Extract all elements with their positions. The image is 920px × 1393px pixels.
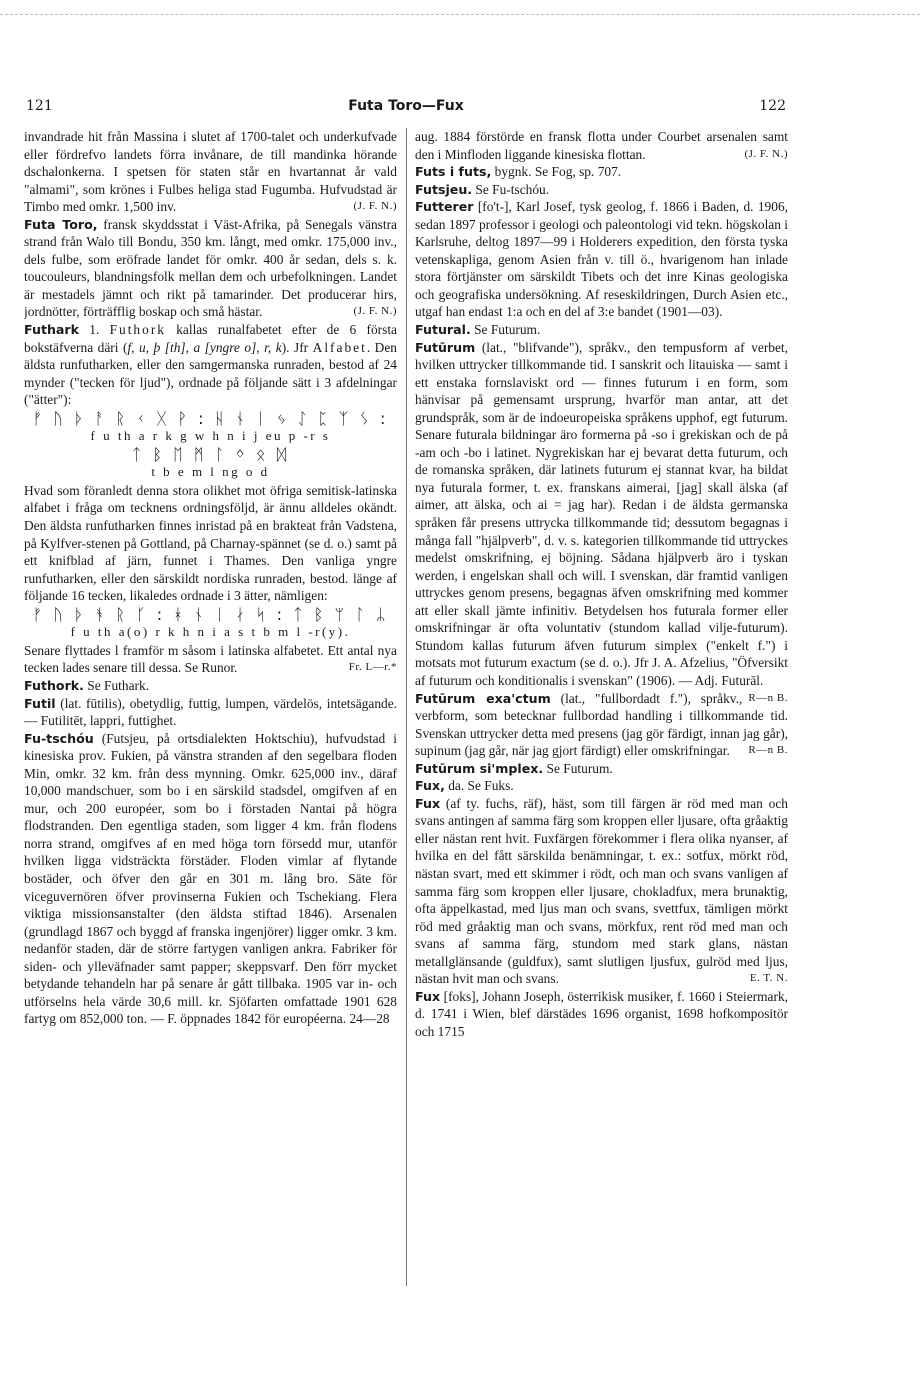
entry-futa-toro (24, 216, 397, 321)
entry-text: fransk skyddsstat i Väst-Afrika, på Senegals vänstra strand från Walo till Bondu, 350 km. långt, med omkr. 175,000 inv., dels fulbe, som eröfrade landet för omkr. 400 år sedan, dels s. k. toucouleurs, blandningsfolk mellan dem och urbefolkningen. Landet är mestadels jämnt och rikt på tamarinder. Det producerar hirs, jordnötter, förträfflig boskap och små hästar. (24, 216, 397, 320)
author-signature: R—n B. (748, 744, 788, 757)
rune-letters: f, u, þ [th], a [yngre o], r, k (127, 339, 282, 355)
headword: Futūrum si'mplex. (415, 760, 544, 776)
entry-text: Se Fu-tschóu. (472, 181, 550, 197)
rune-row-2: ᛏ ᛒ ᛖ ᛗ ᛚ ᛜ ᛟ ᛞ (131, 444, 290, 464)
headword: Futsjeu. (415, 181, 473, 197)
headword: Futūrum (415, 339, 476, 355)
author-signature: (J. F. N.) (353, 305, 397, 318)
entry-futs-i-futs (415, 163, 788, 181)
entry-futterer (415, 198, 788, 321)
entry-text: [foks], Johann Joseph, österrikisk musiker, f. 1660 i Steiermark, d. 1741 i Wien, blef därstädes 1696 organist, 1698 hofkompositör och 1715 (415, 988, 788, 1039)
entry-text: (Futsjeu, på ortsdialekten Hoktschiu), hufvudstad i kinesiska prov. Fukien, på vänstra stranden af den segelbara floden Min, omkr. 32 km. från dess mynning. Omkr. 625,000 inv., däraf 10,000 mandschuer, som bo i en särskild stadsdel, omgifven af en mur, och 200 européer, som bo i förstaden Nantai på högra flodstranden. Den egentliga staden, som ligger 4 km. från flodens norra strand, omgifves af en med höga torn försedd mur, utanför hvilken ligga vidsträckta förstäder. Floden vimlar af flytande bostäder, och öfver den går en 301 m. lång bro. Säte för viceguvernören öfver provinserna Fukien och Tschekiang. Flera viktiga missionsanstalter (den äldsta stiftad 1846). Arsenalen (grundlagd 1867 och byggd af franska ingenjörer) ligger omkr. 3 km. nedanför staden, där de större fartygen vanligen ankra. Fabriker för siden- och ylleväfnader samt papper; skeppsvarf. Den förr mycket betydande tehandeln har på senare år gått tillbaka. 1905 var in- och utförselns hela värde 30,6 mill. kr. Sjöfarten omfattade 1901 628 fartyg om 852,000 ton. — F. öppnades 1842 för européerna. 24—28 (24, 730, 397, 1027)
entry-text: kallas runalfabetet efter de 6 första bokstäfverna däri ( (24, 322, 397, 355)
entry-futural (415, 321, 788, 339)
entry-futurum-exactum (415, 690, 788, 760)
entry-futhark-continued (24, 482, 397, 605)
entry-futhark (24, 321, 397, 409)
entry-text: (lat., "blifvande"), språkv., den tempusform af verbet, hvilken uttrycker tillkommande tid. I sanskrit och litauiska — samt i ett enstaka fornslaviskt ord — finnes futurum i en form, som hänvisar på gemensamt ursprung, hvarför man antar, att det grundspråk, som är de indoeuropeiska språkens upphof, egt futurum. Senare futurala bildningar äro formerna på -so i grekiskan och de på -am och -bo i latinet. Nygrekiskan har ej bevarat detta futurum, och de romanska språken, där latinets futurum ej stannat kvar, ha bildat nya futurala former, t. ex. franskans aimerai, [jag] skall älska (af aimer, att älska, och ai = jag har). Redan i de äldsta germanska språken får presens uttrycka tillkommande tid; dessutom begagnas i många fall "hjälpverb", d. v. s. kategorien tillkommande tid uttryckes medelst omskrifning, ej böjning. Sådana hjälpverb äro i tyskan werden, i engelskan shall och will. I svenskan, där framtid vanligen uttryckes genom presens, begagnas äfven omskrifning med kommer att eller skall jämte infinitiv. Betydelsen hos futurala former eller omskrifningar är ofta voluntativ (stundom kallad vilje-futurum). Stundom kallas futurum äfven futurum simplex ("enkelt f.") i motsats mot futurum exactum (se d. o.). Jfr J. A. Afzelius, "Öfversikt af futurum och konditionalis i svenskan" (1906). — Adj. Futurāl. (415, 339, 788, 688)
headword: Fu-tschóu (24, 730, 94, 746)
cross-reference: Alfabet (312, 339, 367, 355)
headword: Futhark (24, 322, 80, 338)
entry-text: Se Futhark. (83, 677, 150, 693)
page-header (26, 98, 786, 118)
entry-text: Hvad som föranledt denna stora olikhet mot öfriga semitisk-latinska alfabet i fråga om tecknens ordningsföljd, är ännu alldeles okändt. Den äldsta runfutharken finnes inristad på en brakteat från Vadstena, på Kylfver-stenen på Gottland, på Charnay-spännet (se d. o.) samt på ett knifblad af järn, funnet i Thames. Den vanliga yngre runfutharken, eller den särskildt nordiska runraden, bestod. länge af följande 16 tecken, likaledes ordnade i 3 ätter, nämligen: (24, 482, 397, 604)
entry-text: 1. (79, 322, 110, 338)
headword: Futterer (415, 199, 474, 215)
cross-reference: Futhork (109, 322, 166, 338)
running-title: Futa Toro—Fux (348, 98, 464, 114)
author-signature: (J. F. N.) (353, 200, 397, 213)
headword: Fux, (415, 778, 445, 794)
headword: Fux (415, 988, 441, 1004)
headword: Futhork. (24, 677, 84, 693)
top-rule (0, 14, 920, 16)
entry-text: bygnk. Se Fog, sp. 707. (491, 164, 622, 180)
entry-futa-djallon-continued (24, 128, 397, 216)
entry-text: da. Se Fuks. (444, 778, 514, 794)
entry-text: Se Futurum. (543, 760, 613, 776)
transliteration-row-3: f u th a(o) r k h n i a s t b m l -r(y). (70, 624, 351, 640)
entry-fux-johann-joseph (415, 988, 788, 1041)
headword: Futa Toro, (24, 216, 98, 232)
headword: Futs i futs, (415, 164, 492, 180)
headword: Fux (415, 795, 441, 811)
headword: Futural. (415, 322, 471, 338)
headword: Futūrum exa'ctum (415, 690, 551, 706)
author-signature: Fr. L—r.* (348, 661, 397, 674)
page-number-right: 122 (759, 98, 786, 114)
entry-fu-tschou-continued (415, 128, 788, 163)
entry-futurum-simplex (415, 760, 788, 778)
entry-text: aug. 1884 förstörde en fransk flotta under Courbet arsenalen samt den i Minfloden liggande kinesiska flottan. (415, 129, 788, 162)
entry-text: invandrade hit från Massina i slutet af 1700-talet och underkufvade eller fördrefvo landets förra invånare, de till mandinka hörande dschalonkerna. I spetsen för staten står en hvartannat år vald "almami", som krönes i Fulbes heliga stad Fugumba. Hufvudstad är Timbo med omkr. 1,500 inv. (24, 129, 397, 215)
entry-fu-tschou (24, 730, 397, 1028)
entry-text: Se Futurum. (470, 322, 541, 338)
author-signature: E. T. N. (749, 972, 788, 985)
author-signature: (J. F. N.) (744, 147, 788, 160)
entry-futsjeu (415, 181, 788, 199)
author-signature: R—n B. (748, 691, 788, 704)
entry-text: (af ty. fuchs, räf), häst, som till färgen är röd med man och svans antingen af samma färg som kroppen eller ljusare, ofta gråaktig eller nästan rent hvit. Fuxfärgen förekommer i flera olika nyanser, af hvilka en del fått särskilda benämningar, t. ex.: sotfux, mörkt röd, nästan svart, med ett skimmer i rödt, och man och svans vanligen af samma färg som kroppen eller ljusare, chokladfux, mera brunaktig, ofta äppelkastad, med ljus man och svans, svettfux, tämligen mörkt röd med gråaktig man och svans, mörkfux, rent röd med man och svans af samma färg, stundom med stark glans, nästan metallglänsande (guldfux), samt slutligen ljusfux, gulröd med ljus, nästan hvit man och svans. (415, 795, 788, 987)
headword: Futil (24, 695, 56, 711)
entry-text: Senare flyttades l framför m såsom i latinska alfabetet. Ett antal nya tecken lades senare till dessa. Se Runor. (24, 642, 397, 676)
left-column (24, 128, 397, 1390)
entry-text: (lat. fūtilis), obetydlig, futtig, lumpen, värdelös, intetsägande. — Futilitēt, lappri, futtighet. (24, 695, 397, 729)
page-number-left: 121 (26, 98, 53, 114)
column-divider (406, 128, 407, 1286)
entry-fux-da (415, 777, 788, 795)
entry-fux-horse (415, 795, 788, 988)
entry-text: (lat., "fullbordadt f."), språkv., verbform, som betecknar fullbordad handling i tillkommande tid. Svenskan uttrycker detta med presens (jag gör färdigt, innan jag går), supinum (jag går, när jag gjort färdigt) eller omskrifningar. (415, 690, 788, 759)
entry-futhork (24, 677, 397, 695)
transliteration-row-2: t b e m l ng o d (151, 464, 270, 480)
rune-row-3: ᚠ ᚢ ᚦ ᚬ ᚱ ᚴ : ᚼ ᚾ ᛁ ᛅ ᛋ : ᛏ ᛒ ᛘ ᛚ ᛦ (32, 604, 389, 624)
right-column (415, 128, 788, 1390)
entry-text: [fo't-], Karl Josef, tysk geolog, f. 1866 i Baden, d. 1906, sedan 1897 professor i geologi och paleontologi vid tekn. högskolan i Karlsruhe, deltog 1897—99 i Holderers expedition, den första tyska vetenskapliga, genom Asien från v. till ö., hvarigenom han inlade stora förtjänster om särskildt Tibets och det inre Kinas geologiska och geografiska undersökning. Af reseskildringen, Durch Asien etc., utgaf han endast 1:a och en del af 3:e bandet (1901—03). (415, 199, 788, 320)
rune-row-1: ᚠ ᚢ ᚦ ᚨ ᚱ ᚲ ᚷ ᚹ : ᚺ ᚾ ᛁ ᛃ ᛇ ᛈ ᛉ ᛊ : (32, 408, 389, 428)
transliteration-row-1: f u th a r k g w h n i j eu p -r s (90, 428, 331, 444)
entry-futil (24, 695, 397, 730)
entry-futhark-end (24, 642, 397, 677)
entry-text: . Den äldsta runfutharken, eller den samgermanska runraden, bestod af 24 mynder ("tecken för ljud"), ordnade på följande sätt i 3 afdelningar ("ätter"): (24, 339, 397, 408)
entry-text: ). Jfr (281, 339, 313, 355)
